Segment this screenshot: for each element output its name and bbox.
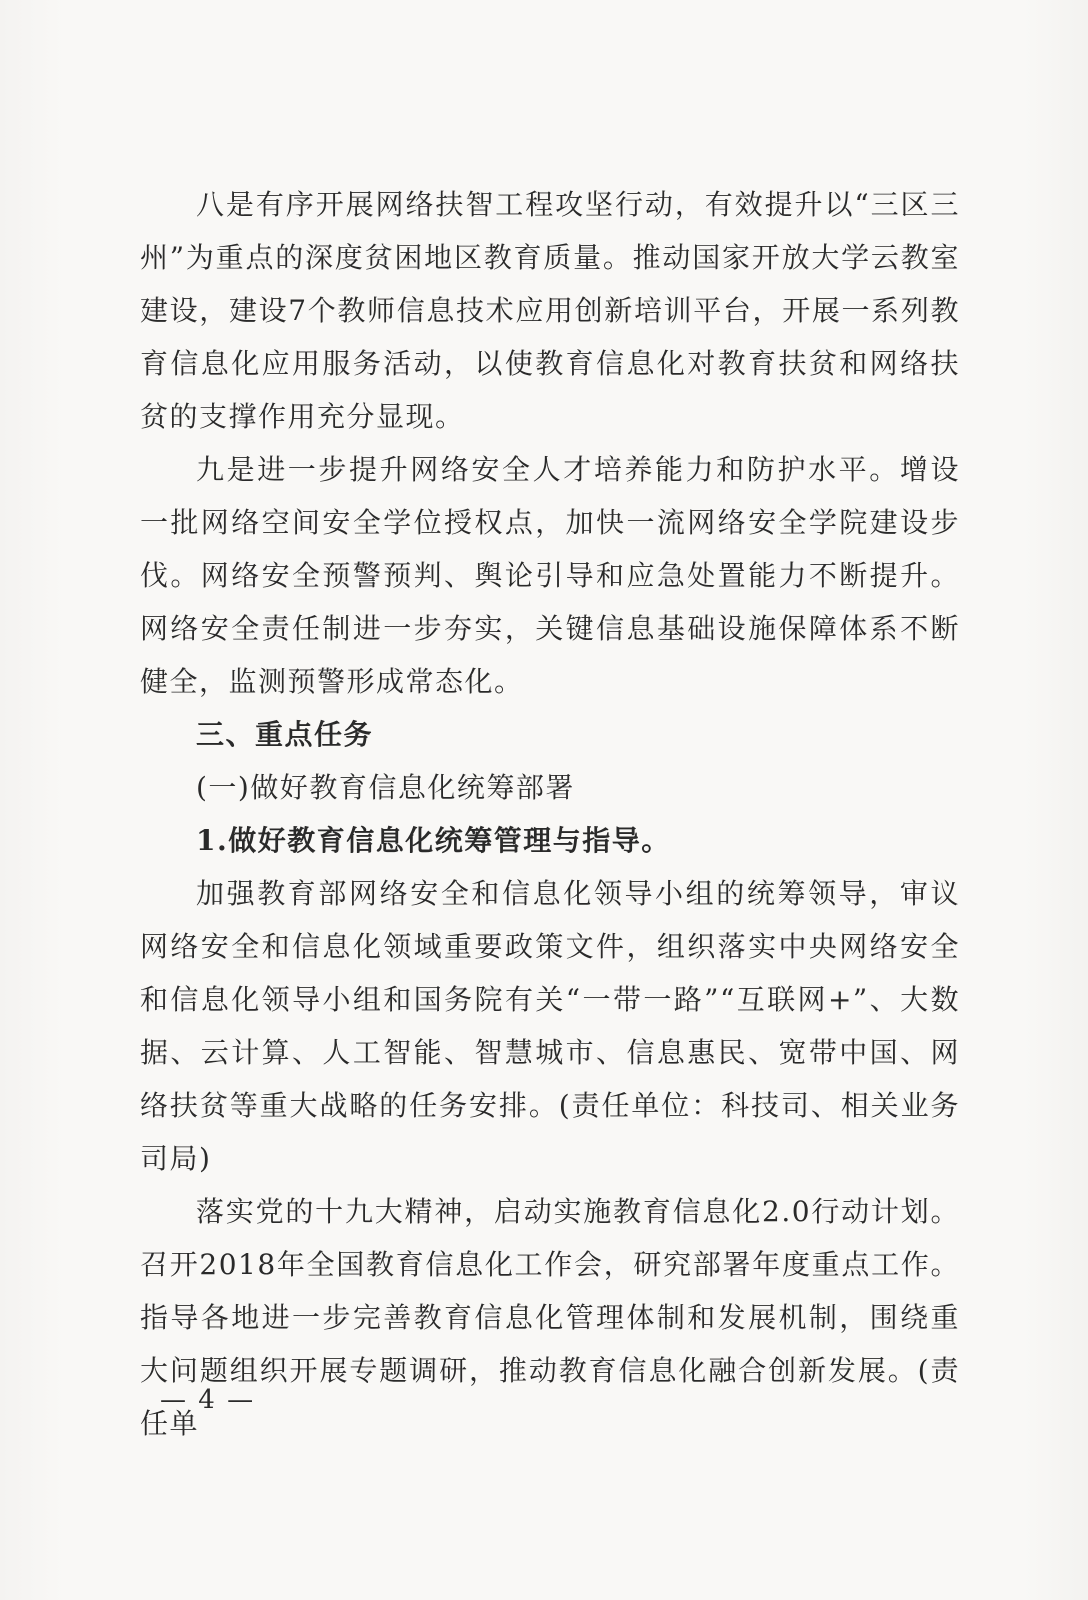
paragraph-leadership: 加强教育部网络安全和信息化领导小组的统筹领导，审议网络安全和信息化领域重要政策文件，组织落实中央网络安全和信息化领导小组和国务院有关“一带一路”“互联网+”、大数据、云计算、人工智能、智慧城市、信息惠民、宽带中国、网络扶贫等重大战略的任务安排。(责任单位：科技司、相关业务司局) bbox=[140, 877, 960, 1175]
section-heading: 三、重点任务 bbox=[196, 718, 374, 751]
body-text bbox=[140, 178, 960, 1450]
subsection-heading: (一)做好教育信息化统筹部署 bbox=[196, 771, 575, 804]
item-heading: 1.做好教育信息化统筹管理与指导。 bbox=[196, 824, 671, 857]
paragraph-item-8: 八是有序开展网络扶智工程攻坚行动，有效提升以“三区三州”为重点的深度贫困地区教育质量。推动国家开放大学云教室建设，建设7个教师信息技术应用创新培训平台，开展一系列教育信息化应用服务活动，以使教育信息化对教育扶贫和网络扶贫的支撑作用充分显现。 bbox=[140, 188, 960, 433]
paragraph-item-9: 九是进一步提升网络安全人才培养能力和防护水平。增设一批网络空间安全学位授权点，加快一流网络安全学院建设步伐。网络安全预警预判、舆论引导和应急处置能力不断提升。网络安全责任制进一步夯实，关键信息基础设施保障体系不断健全，监测预警形成常态化。 bbox=[140, 453, 960, 698]
paragraph-action-plan: 落实党的十九大精神，启动实施教育信息化2.0行动计划。召开2018年全国教育信息化工作会，研究部署年度重点工作。指导各地进一步完善教育信息化管理体制和发展机制，围绕重大问题组织开展专题调研，推动教育信息化融合创新发展。(责任单 bbox=[140, 1195, 960, 1440]
page-number: — 4 — bbox=[160, 1385, 256, 1415]
